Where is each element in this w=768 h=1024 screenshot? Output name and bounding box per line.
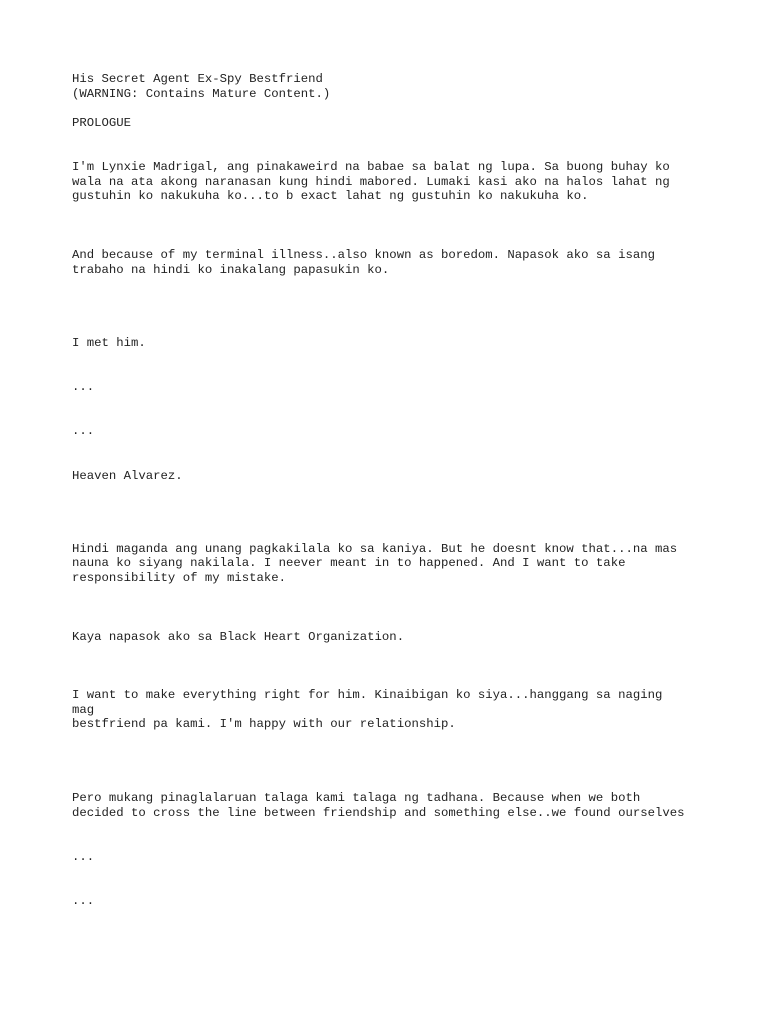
paragraph-2-line-2: trabaho na hindi ko inakalang papasukin ko.	[72, 263, 390, 277]
paragraph-6: Kaya napasok ako sa Black Heart Organization.	[72, 630, 405, 644]
paragraph-1-line-1: I'm Lynxie Madrigal, ang pinakaweird na babae sa balat ng lupa. Sa buong buhay ko	[72, 160, 670, 174]
paragraph-5-line-3: responsibility of my mistake.	[72, 571, 287, 585]
paragraph-8-line-1: Pero mukang pinaglalaruan talaga kami talaga ng tadhana. Because when we both	[72, 791, 641, 805]
ellipsis-2: ...	[72, 424, 95, 438]
ellipsis-1: ...	[72, 380, 95, 394]
paragraph-7-line-1: I want to make everything right for him. Kinaibigan ko siya...hanggang sa naging	[72, 688, 663, 702]
paragraph-2-line-1: And because of my terminal illness..also known as boredom. Napasok ako sa isang	[72, 248, 655, 262]
paragraph-1-line-3: gustuhin ko nakukuha ko...to b exact lahat ng gustuhin ko nakukuha ko.	[72, 189, 589, 203]
paragraph-7-line-3: bestfriend pa kami. I'm happy with our relationship.	[72, 717, 456, 731]
paragraph-3: I met him.	[72, 336, 146, 350]
paragraph-5-line-1: Hindi maganda ang unang pagkakilala ko sa kaniya. But he doesnt know that...na mas	[72, 542, 678, 556]
prologue-heading: PROLOGUE	[72, 116, 132, 130]
paragraph-8-line-2: decided to cross the line between friendship and something else..we found ourselves	[72, 806, 685, 820]
paragraph-1-line-2: wala na ata akong naranasan kung hindi mabored. Lumaki kasi ako na halos lahat ng	[72, 175, 670, 189]
paragraph-4: Heaven Alvarez.	[72, 469, 183, 483]
paragraph-7-line-2: mag	[72, 703, 95, 717]
ellipsis-3: ...	[72, 850, 95, 864]
paragraph-5-line-2: nauna ko siyang nakilala. I neever meant in to happened. And I want to take	[72, 556, 626, 570]
ellipsis-4: ...	[72, 894, 95, 908]
content-warning: (WARNING: Contains Mature Content.)	[72, 87, 331, 101]
document-title: His Secret Agent Ex-Spy Bestfriend	[72, 72, 323, 86]
